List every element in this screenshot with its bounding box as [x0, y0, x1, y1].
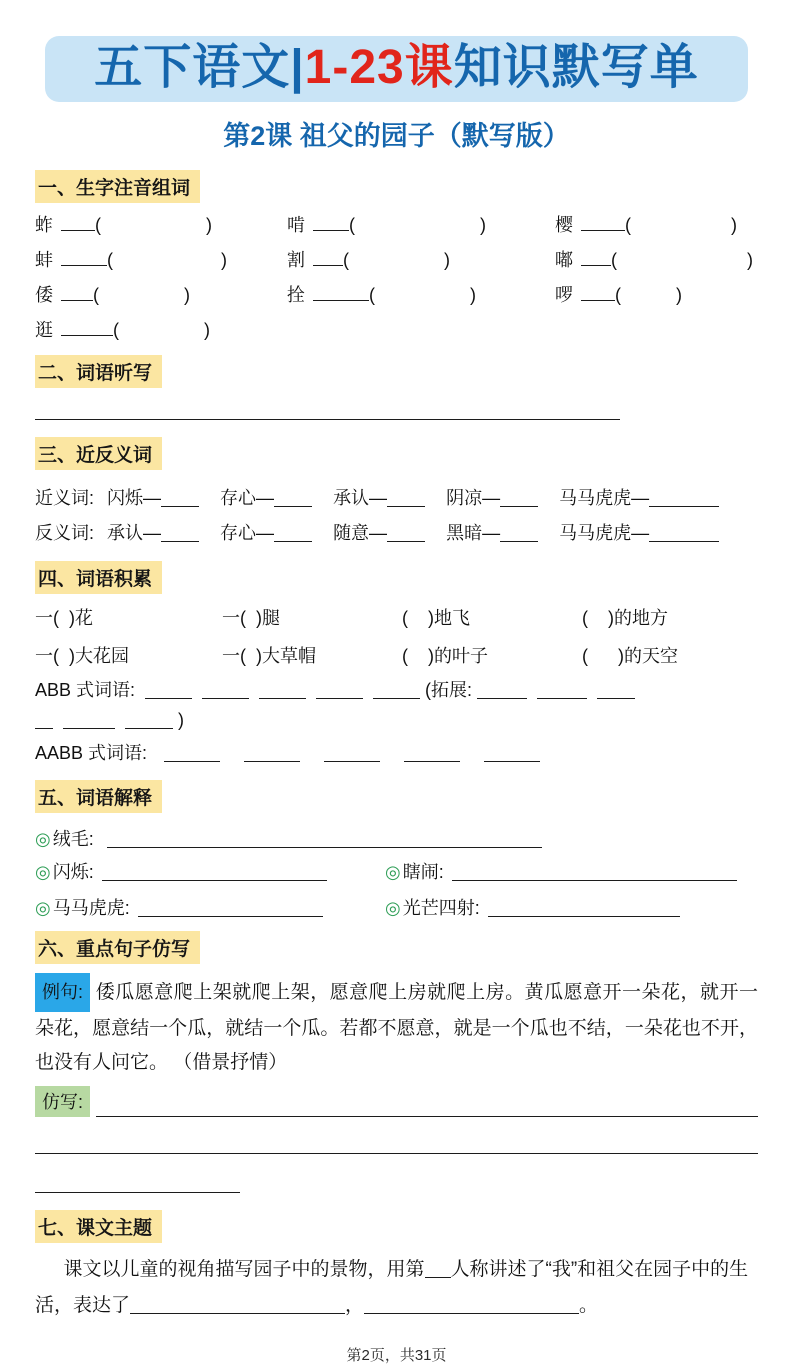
- pinyin-entry: [287, 211, 555, 237]
- definition-row: [385, 858, 758, 884]
- answer-blank: [387, 489, 425, 507]
- answer-blank: [364, 1296, 579, 1314]
- answer-blank: [425, 1260, 451, 1278]
- double-circle-icon: ◎: [35, 862, 51, 883]
- antonym-item: 承认—: [107, 523, 199, 543]
- definition-row: [35, 858, 385, 884]
- answer-line: [35, 1117, 758, 1154]
- antonym-item: 随意—: [333, 523, 425, 543]
- answer-blank: [125, 711, 173, 729]
- answer-blank: [404, 744, 460, 762]
- paren-open: (: [369, 285, 375, 306]
- header-banner: [45, 36, 748, 102]
- example-label-chip: 例句:: [35, 973, 90, 1012]
- answer-blank: [452, 863, 737, 881]
- entry-char: 逛: [35, 320, 53, 341]
- entry-char: 蚱: [35, 215, 53, 236]
- section5-heading: 五、词语解释: [35, 780, 162, 813]
- phrase-item: 一( )大花园: [35, 646, 129, 667]
- answer-blank: [324, 744, 380, 762]
- imitate-label-chip: 仿写:: [35, 1086, 90, 1117]
- section4-heading: 四、词语积累: [35, 561, 162, 594]
- answer-blank: [537, 681, 587, 699]
- answer-blank: [274, 489, 312, 507]
- aabb-words-line: [35, 739, 758, 765]
- word-accumulation-grid: [35, 604, 758, 668]
- pinyin-blank: [581, 213, 625, 231]
- theme-comma: ，: [345, 1295, 365, 1317]
- definition-row: [385, 894, 758, 920]
- pinyin-blank: [581, 248, 611, 266]
- paren-close: ): [444, 250, 450, 271]
- phrase-item: 一( )大草帽: [222, 646, 316, 667]
- synonym-item: 存心—: [220, 488, 312, 508]
- pinyin-blank: [313, 248, 343, 266]
- double-circle-icon: ◎: [35, 898, 51, 919]
- abb-words-line2: [35, 710, 758, 731]
- example-sentence: 倭瓜愿意爬上架就爬上架，愿意爬上房就爬上房。黄瓜愿意开一朵花，就开一朵花，愿意结一个瓜，就结一个瓜。若都不愿意，就是一个瓜也不结，一朵花也不开，也没有人问它。 （借景抒情）: [35, 982, 758, 1074]
- answer-blank: [145, 681, 192, 699]
- definition-row: [35, 894, 385, 920]
- answer-blank: [138, 899, 323, 917]
- paren-close: ): [204, 320, 210, 341]
- section2-heading: 二、词语听写: [35, 355, 162, 388]
- answer-blank: [387, 524, 425, 542]
- abb-expand-label: (拓展:: [425, 680, 473, 701]
- answer-blank: [274, 524, 312, 542]
- answer-blank: [316, 681, 363, 699]
- answer-blank: [107, 830, 542, 848]
- imitation-row: [35, 1086, 758, 1117]
- pinyin-entry: [287, 281, 555, 307]
- antonyms-label: 反义词:: [35, 523, 95, 544]
- answer-blank: [373, 681, 420, 699]
- answer-blank: [35, 711, 53, 729]
- page-number: 第2页，共31页: [346, 1347, 447, 1365]
- antonyms-row: [35, 519, 758, 545]
- answer-blank: [259, 681, 306, 699]
- synonyms-label: 近义词:: [35, 488, 95, 509]
- paren-close: ): [480, 215, 486, 236]
- header-part1: 五下语文|: [94, 41, 305, 94]
- synonym-item: 马马虎虎—: [559, 488, 719, 508]
- antonym-item: 马马虎虎—: [559, 523, 719, 543]
- entry-char: 拴: [287, 285, 305, 306]
- theme-text-2: 人称讲述了“我”和祖父在园子中的生活，表达了: [35, 1259, 749, 1317]
- synonym-item: 闪烁—: [107, 488, 199, 508]
- header-lesson-range: 1-23课: [304, 41, 454, 94]
- paren-close: ): [470, 285, 476, 306]
- pinyin-entry: [555, 211, 758, 237]
- answer-blank: [202, 681, 249, 699]
- pinyin-entry: [35, 316, 287, 342]
- answer-blank: [164, 744, 220, 762]
- answer-blank: [649, 524, 719, 542]
- entry-char: 倭: [35, 285, 53, 306]
- answer-blank: [500, 489, 538, 507]
- definition-row: [35, 825, 758, 851]
- answer-blank: [102, 863, 327, 881]
- answer-blank: [244, 744, 300, 762]
- pinyin-blank: [313, 213, 349, 231]
- pinyin-blank: [61, 318, 113, 336]
- paren-close: ): [184, 285, 190, 306]
- answer-blank: [63, 711, 115, 729]
- answer-blank: [161, 489, 199, 507]
- definition-word: 绒毛:: [52, 829, 94, 850]
- theme-paragraph: [35, 1252, 758, 1324]
- pinyin-word-grid: [35, 211, 758, 342]
- entry-char: 割: [287, 250, 305, 271]
- paren-open: (: [107, 250, 113, 271]
- entry-char: 嘟: [555, 250, 573, 271]
- paren-close: ): [747, 250, 753, 271]
- phrase-item: ( )的叶子: [402, 646, 488, 667]
- theme-period: 。: [579, 1295, 599, 1317]
- answer-blank: [484, 744, 540, 762]
- pinyin-entry: [35, 281, 287, 307]
- double-circle-icon: ◎: [35, 829, 51, 850]
- abb-close-paren: ): [178, 710, 184, 731]
- answer-blank: [477, 681, 527, 699]
- entry-char: 蚌: [35, 250, 53, 271]
- double-circle-icon: ◎: [385, 862, 401, 883]
- answer-blank: [597, 681, 635, 699]
- paren-close: ): [676, 285, 682, 306]
- section3-heading: 三、近反义词: [35, 437, 162, 470]
- paren-open: (: [625, 215, 631, 236]
- double-circle-icon: ◎: [385, 898, 401, 919]
- definition-word: 光芒四射:: [402, 898, 480, 919]
- paren-open: (: [95, 215, 101, 236]
- definition-grid: [35, 858, 758, 920]
- section7-heading: 七、课文主题: [35, 1210, 162, 1243]
- aabb-label: AABB 式词语:: [35, 743, 148, 764]
- definition-word: 闪烁:: [52, 862, 94, 883]
- phrase-item: ( )的天空: [582, 646, 678, 667]
- definition-word: 瞎闹:: [402, 862, 444, 883]
- antonym-item: 存心—: [220, 523, 312, 543]
- answer-line: [35, 1154, 240, 1193]
- synonyms-row: [35, 484, 758, 510]
- paren-open: (: [93, 285, 99, 306]
- section1-heading: 一、生字注音组词: [35, 170, 200, 203]
- theme-text-1: 课文以儿童的视角描写园子中的景物，用第: [63, 1259, 425, 1281]
- entry-char: 啰: [555, 285, 573, 306]
- pinyin-blank: [61, 248, 107, 266]
- paren-close: ): [206, 215, 212, 236]
- antonym-item: 黑暗—: [446, 523, 538, 543]
- pinyin-entry: [555, 246, 758, 272]
- synonym-item: 承认—: [333, 488, 425, 508]
- entry-char: 樱: [555, 215, 573, 236]
- page-title: 第2课 祖父的园子（默写版）: [223, 121, 570, 152]
- header-part3: 知识默写单: [453, 41, 699, 94]
- answer-blank: [130, 1296, 345, 1314]
- pinyin-entry: [555, 281, 758, 307]
- paren-close: ): [731, 215, 737, 236]
- paren-open: (: [343, 250, 349, 271]
- pinyin-blank: [581, 283, 615, 301]
- pinyin-blank: [313, 283, 369, 301]
- phrase-item: ( )地飞: [402, 608, 470, 629]
- answer-line: [96, 1092, 758, 1117]
- pinyin-blank: [61, 213, 95, 231]
- entry-char: 啃: [287, 215, 305, 236]
- answer-blank: [488, 899, 680, 917]
- pinyin-entry: [35, 211, 287, 237]
- paren-open: (: [349, 215, 355, 236]
- paren-close: ): [221, 250, 227, 271]
- answer-blank: [649, 489, 719, 507]
- synonym-item: 阴凉—: [446, 488, 538, 508]
- paren-open: (: [615, 285, 621, 306]
- answer-blank: [161, 524, 199, 542]
- abb-label: ABB 式词语:: [35, 680, 136, 701]
- paren-open: (: [611, 250, 617, 271]
- answer-blank: [500, 524, 538, 542]
- dictation-answer-line: [35, 393, 620, 420]
- section6-heading: 六、重点句子仿写: [35, 931, 200, 964]
- example-paragraph: [35, 973, 758, 1080]
- phrase-item: ( )的地方: [582, 608, 668, 629]
- phrase-item: 一( )花: [35, 608, 93, 629]
- abb-words-line1: [35, 676, 758, 702]
- pinyin-entry: [287, 246, 555, 272]
- paren-open: (: [113, 320, 119, 341]
- pinyin-entry: [35, 246, 287, 272]
- phrase-item: 一( )腿: [222, 608, 280, 629]
- definition-word: 马马虎虎:: [52, 898, 130, 919]
- pinyin-blank: [61, 283, 93, 301]
